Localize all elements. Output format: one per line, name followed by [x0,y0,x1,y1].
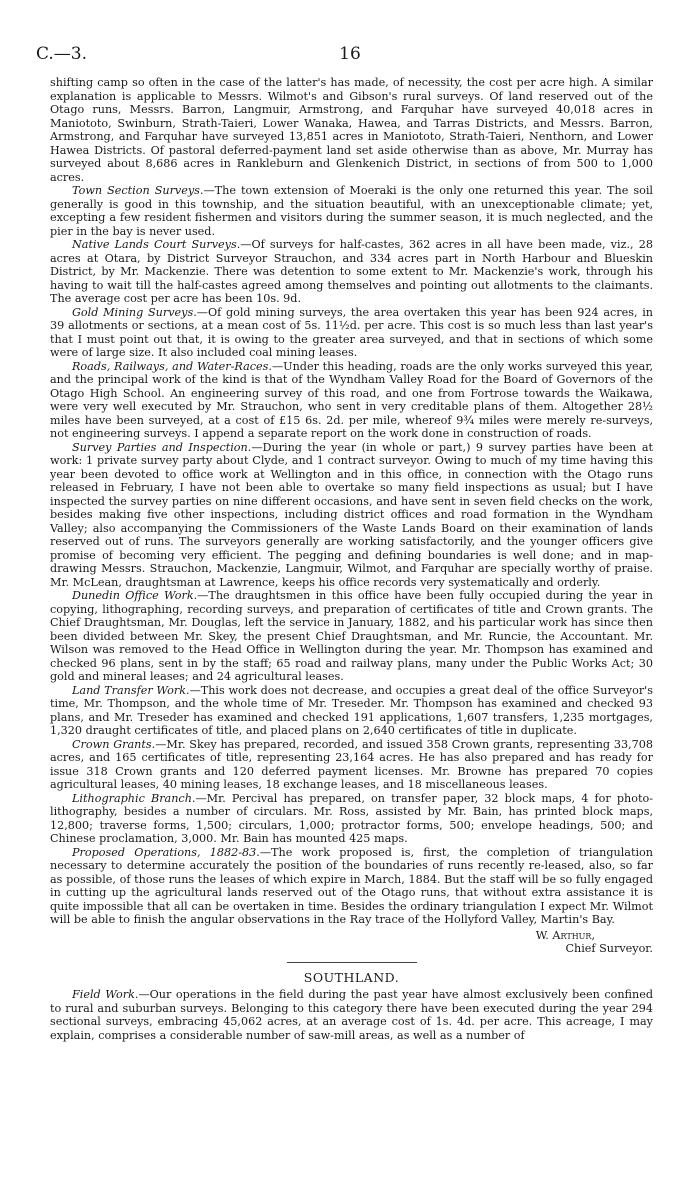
signature-title: Chief Surveyor. [565,942,653,955]
signature-name: W. Arthur, [535,928,595,942]
paragraph-heading: Dunedin Office Work. [72,589,198,602]
paragraph-native-lands-court-surveys [50,238,653,306]
paragraph-continuation [50,76,653,184]
paragraph-gold-mining-surveys [50,306,653,360]
paragraph-text: —The draughtsmen in this office have been fully occupied during the year in copying, lithographing, recording surveys, and preparation of certificates of title and Crown grants. The Chief Draughtsman, Mr. Douglas, left the service in January, 1882, and his particular work has since then been divided between Mr. Skey, the present Chief Draughtsman, and Mr. Runcie, the Accountant. Mr. Wilson was removed to the Head Office in Wellington during the year. Mr. Thompson has examined and checked 96 plans, sent in by the staff; 65 road and railway plans, many under the Public Works Act; 30 gold and mineral leases; and 24 agricultural leases. [50,589,653,683]
signature-block [50,929,653,956]
paragraph-heading: Survey Parties and Inspection. [72,440,252,454]
paragraph-text: —Mr. Skey has prepared, recorded, and issued 358 Crown grants, representing 33,708 acres, and 165 certificates of title, representing 23,164 acres. He has also prepared and has ready for issue 318 Crown grants and 120 deferred payment licenses. Mr. Browne has prepared 70 copies agricultural leases, 40 mining leases, 18 exchange leases, and 18 miscellaneous leases. [50,737,654,791]
paragraph-text: —Our operations in the field during the past year have almost exclusively been confined to rural and suburban surveys. Belonging to this category there have been executed during the year 294 sectional surveys, embracing 45,062 acres, at an average cost of 1s. 4d. per acre. This acreage, I may explain, comprises a considerable number of saw-mill areas, as well as a number of [50,988,653,1042]
paragraph-lithographic-branch [50,792,653,846]
body-text [50,76,653,1042]
paragraph-land-transfer-work [50,684,653,738]
paragraph-heading: Native Lands Court Surveys. [72,238,241,251]
section-divider [287,962,417,963]
page-header [36,44,664,66]
document-reference: C.—3. [36,44,88,64]
paragraph-text: —Mr. Percival has prepared, on transfer paper, 32 block maps, 4 for photo-lithography, besides a number of circulars. Mr. Ross, assisted by Mr. Bain, has printed block maps, 12,800; traverse forms, 1,500; circulars, 1,000; protractor forms, 500; envelope headings, 500; and Chinese proclamation, 3,000. Mr. Bain has mounted 425 maps. [50,791,653,845]
paragraph-heading: Proposed Operations, 1882-83. [72,845,260,859]
paragraph-heading: Lithographic Branch. [72,791,196,805]
paragraph-text: —Under this heading, roads are the only works surveyed this year, and the principal work of the kind is that of the Wyndham Valley Road for the Board of Governors of the Otago High School. An engineering survey of this road, and one from Fortrose towards the Waikawa, were very well executed by Mr. Strauchon, who sent in very creditable plans of them. Altogether 28½ miles have been surveyed, at a cost of £15 6s. 2d. per mile, whereof 9¾ miles were merely re-surveys, not engineering surveys. I append a separate report on the work done in construction of roads. [50,359,653,440]
paragraph-heading: Field Work. [72,988,139,1001]
paragraph-text: —The town extension of Moeraki is the only one returned this year. The soil generally is good in this township, and the situation beautiful, with an unexceptionable climate; yet, excepting a few resident fishermen and visitors during the summer season, it is much neglected, and the pier in the bay is never used. [50,184,653,238]
paragraph-crown-grants [50,738,653,792]
paragraph-heading: Roads, Railways, and Water-Races. [72,359,272,373]
paragraph-heading: Crown Grants. [72,737,156,751]
paragraph-text: shifting camp so often in the case of the latter's has made, of necessity, the cost per acre high. A similar explanation is applicable to Messrs. Wilmot's and Gibson's rural surveys. Of land reserved out of the Otago runs, Messrs. Barron, Langmuir, Armstrong, and Farquhar have surveyed 40,018 acres in Maniototo, Swinburn, Strath-Taieri, Lower Wanaka, Hawea, and Tarras Districts, and Messrs. Barron, Armstrong, and Farquhar have surveyed 13,851 acres in Maniototo, Strath-Taieri, Nenthorn, and Lower Hawea Districts. Of pastoral deferred-payment land set aside otherwise than as above, Mr. Murray has surveyed about 8,686 acres in Rankleburn and Glenkenich District, in sections of from 500 to 1,000 acres. [50,76,653,184]
paragraph-dunedin-office-work [50,589,653,684]
paragraph-field-work [50,988,653,1042]
paragraph-text: —The work proposed is, first, the completion of triangulation necessary to determine accurately the position of the boundaries of runs recently re-leased, also, so far as possible, of those runs the leases of which expire in March, 1884. But the staff will be so fully engaged in cutting up the agricultural lands reserved out of the Otago runs, that without extra assistance it is quite impossible that all can be overtaken in time. Besides the ordinary triangulation I expect Mr. Wilmot will be able to finish the angular observations in the Ray trace of the Hollyford Valley, Martin's Bay. [50,845,653,926]
page-number: 16 [339,44,361,64]
paragraph-town-section-surveys [50,184,653,238]
paragraph-heading: Gold Mining Surveys. [72,305,197,319]
section-title: SOUTHLAND. [303,969,400,985]
paragraph-survey-parties [50,441,653,590]
paragraph-text: —During the year (in whole or part,) 9 survey parties have been at work: 1 private survey party about Clyde, and 1 contract surveyor. Owing to much of my time having this year been devoted to office work at Wellington and in this office, in connection with the Otago runs released in February, I have not been able to overtake so many field inspections as usual; but I have inspected the survey parties on nine different occasions, and have sent in seven field checks on the work, besides making five other inspections, including district offices and road formation in the Wyndham Valley; also accompanying the Commissioners of the Waste Lands Board on their examination of lands reserved out of runs. The surveyors generally are working satisfactorily, and the younger officers give promise of becoming very efficient. The pegging and defining boundaries is well done; and in map-drawing Messrs. Strauchon, Mackenzie, Langmuir, Wilmot, and Farquhar are specially worthy of praise. Mr. McLean, draughtsman at Lawrence, keeps his office records very systematically and orderly. [50,440,653,589]
paragraph-text: —Of gold mining surveys, the area overtaken this year has been 924 acres, in 39 allotments or sections, at a mean cost of 5s. 11½d. per acre. This cost is so much less than last year's that I must point out that, it is owing to the greater area surveyed, and that in sections of which some were of large size. It also included coal mining leases. [50,305,653,359]
paragraph-text: —This work does not decrease, and occupies a great deal of the office Surveyor's time, Mr. Thompson, and the whole time of Mr. Treseder. Mr. Thompson has examined and checked 93 plans, and Mr. Treseder has examined and checked 191 applications, 1,607 transfers, 1,235 mortgages, 1,320 draught certificates of title, and placed plans on 2,640 certificates of title in duplicate. [50,683,653,737]
paragraph-heading: Town Section Surveys. [72,184,204,197]
paragraph-heading: Land Transfer Work. [72,683,190,697]
paragraph-text: —Of surveys for half-castes, 362 acres in all have been made, viz., 28 acres at Otara, by District Surveyor Strauchon, and 334 acres part in North Harbour and Blueskin District, by Mr. Mackenzie. There was detention to some extent to Mr. Mackenzie's work, through his having to wait till the half-castes agreed among themselves and pointing out allotments to the claimants. The average cost per acre has been 10s. 9d. [50,238,653,305]
paragraph-proposed-operations [50,846,653,927]
paragraph-roads-railways [50,360,653,441]
